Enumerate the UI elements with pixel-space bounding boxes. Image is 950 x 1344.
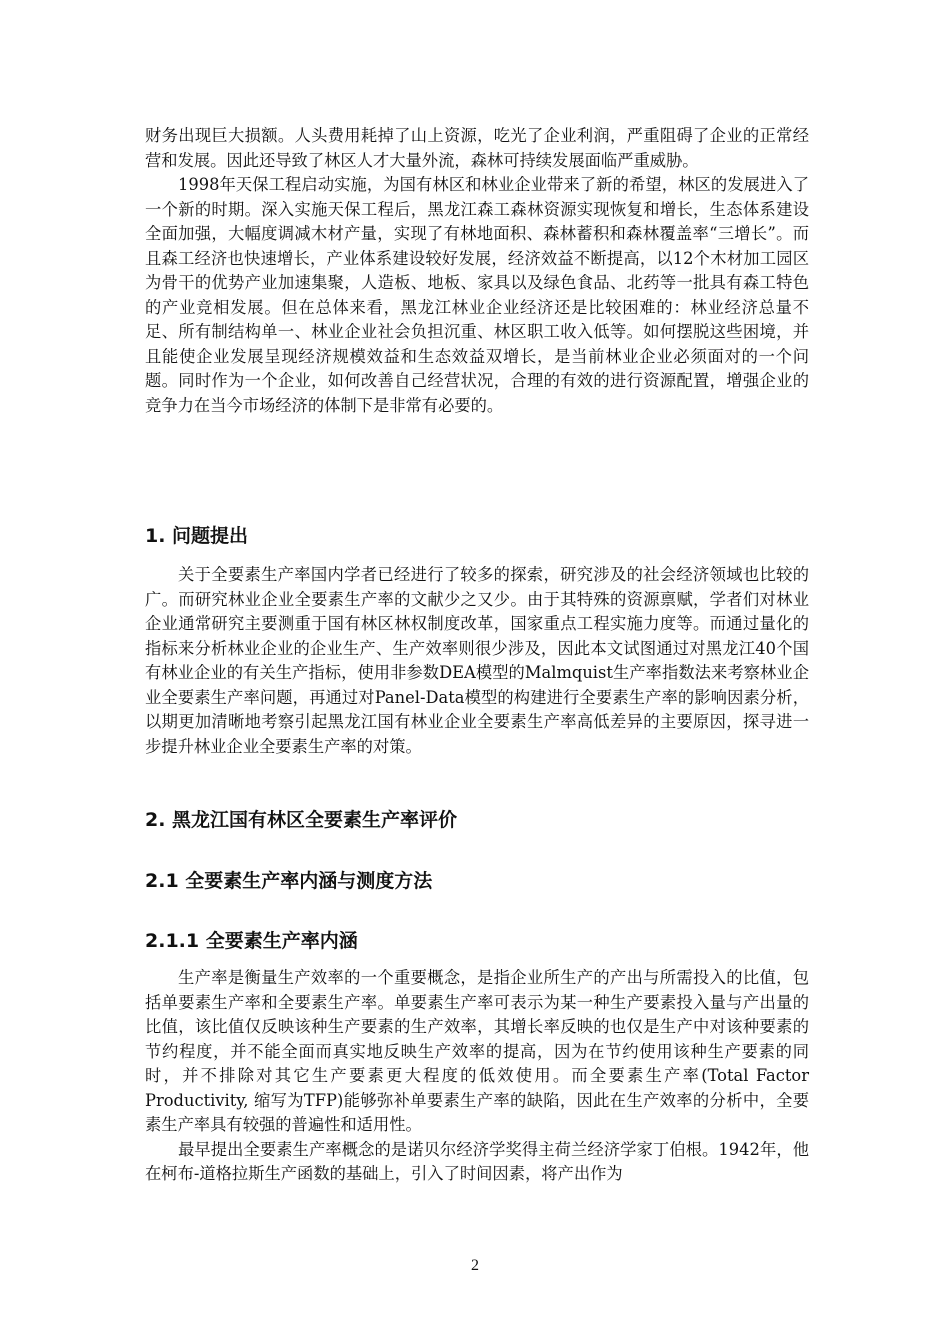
paragraph-block-section-1 bbox=[145, 563, 809, 759]
subsubsection-heading-2-1-1: 2.1.1 全要素生产率内涵 bbox=[145, 930, 358, 952]
paragraph-block-intro bbox=[145, 124, 809, 418]
page-number: 2 bbox=[471, 1257, 479, 1274]
paragraph-tinbergen-history: 最早提出全要素生产率概念的是诺贝尔经济学奖得主荷兰经济学家丁伯根。1942年，他在柯布-道格拉斯生产函数的基础上，引入了时间因素，将产出作为 bbox=[145, 1139, 809, 1183]
section-heading-1: 1. 问题提出 bbox=[145, 525, 249, 547]
subsection-heading-2-1: 2.1 全要素生产率内涵与测度方法 bbox=[145, 870, 433, 892]
paragraph-productivity-definition: 生产率是衡量生产效率的一个重要概念，是指企业所生产的产出与所需投入的比值，包括单要素生产率和全要素生产率。单要素生产率可表示为某一种生产要素投入量与产出量的比值，该比值仅反映该种生产要素的生产效率，其增长率反映的也仅是生产中对该种要素的节约程度，并不能全面而真实地反映生产效率的提高，因为在节约使用该种生产要素的同时，并不排除对其它生产要素更大程度的低效使用。而全要素生产率(Total Factor Productivity, 缩写为TFP)能够弥补单要素生产率的缺陷，因此在生产效率的分析中，全要素生产率具有较强的普遍性和适用性。 bbox=[145, 968, 809, 1134]
section-heading-2: 2. 黑龙江国有林区全要素生产率评价 bbox=[145, 809, 458, 831]
paragraph-continuation: 财务出现巨大损额。人头费用耗掉了山上资源，吃光了企业利润，严重阻碍了企业的正常经营和发展。因此还导致了林区人才大量外流，森林可持续发展面临严重威胁。 bbox=[145, 126, 809, 170]
paragraph-block-section-2-1-1 bbox=[145, 966, 809, 1187]
paragraph-research-question: 关于全要素生产率国内学者已经进行了较多的探索，研究涉及的社会经济领域也比较的广。而研究林业企业全要素生产率的文献少之又少。由于其特殊的资源禀赋，学者们对林业企业通常研究主要测重于国有林区林权制度改革，国家重点工程实施力度等。而通过量化的指标来分析林业企业的企业生产、生产效率则很少涉及，因此本文试图通过对黑龙江40个国有林业企业的有关生产指标，使用非参数DEA模型的Malmquist生产率指数法来考察林业企业全要素生产率问题，再通过对Panel-Data模型的构建进行全要素生产率的影响因素分析，以期更加清晰地考察引起黑龙江国有林业企业全要素生产率高低差异的主要原因，探寻进一步提升林业企业全要素生产率的对策。 bbox=[145, 565, 809, 756]
paragraph-tianbao-project: 1998年天保工程启动实施，为国有林区和林业企业带来了新的希望，林区的发展进入了一个新的时期。深入实施天保工程后，黑龙江森工森林资源实现恢复和增长，生态体系建设全面加强，大幅度调减木材产量，实现了有林地面积、森林蓄积和森林覆盖率“三增长”。而且森工经济也快速增长，产业体系建设较好发展，经济效益不断提高，以12个木材加工园区为骨干的优势产业加速集聚，人造板、地板、家具以及绿色食品、北药等一批具有森工特色的产业竞相发展。但在总体来看，黑龙江林业企业经济还是比较困难的：林业经济总量不足、所有制结构单一、林业企业社会负担沉重、林区职工收入低等。如何摆脱这些困境，并且能使企业发展呈现经济规模效益和生态效益双增长，是当前林业企业必须面对的一个问题。同时作为一个企业，如何改善自己经营状况，合理的有效的进行资源配置，增强企业的竞争力在当今市场经济的体制下是非常有必要的。 bbox=[145, 175, 809, 415]
